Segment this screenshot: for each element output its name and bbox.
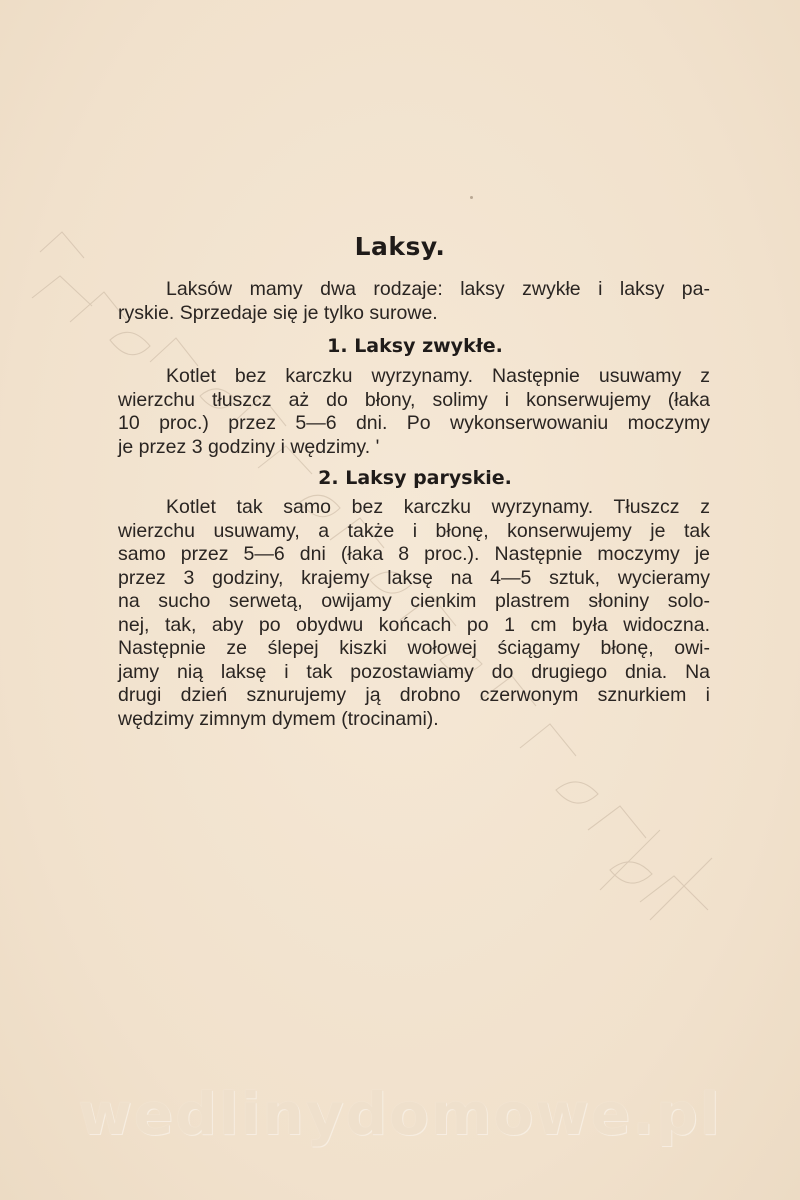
section-heading-2: 2. Laksy paryskie. [318, 467, 512, 489]
section-heading-1: 1. Laksy zwykłe. [327, 335, 503, 357]
page-title: Laksy. [354, 232, 446, 261]
text-line: Kotlet tak samo bez karczku wyrzynamy. Tłuszcz z [166, 496, 710, 518]
text-line: ryskie. Sprzedaje się je tylko surowe. [118, 301, 438, 324]
text-line: samo przez 5—6 dni (łaka 8 proc.). Następnie moczymy je [118, 543, 710, 565]
text-line: jamy nią laksę i tak pozostawiamy do drugiego dnia. Na [118, 660, 710, 683]
paper-speck [470, 196, 473, 199]
text-line: przez 3 godziny, krajemy laksę na 4—5 sztuk, wycieramy [118, 566, 710, 589]
text-line: 10 proc.) przez 5—6 dni. Po wykonserwowaniu moczymy [118, 412, 710, 434]
section-1-paragraph [118, 365, 710, 459]
text-line: Następnie ze ślepej kiszki wołowej ściągamy błonę, owi- [118, 637, 710, 659]
text-line: Laksów mamy dwa rodzaje: laksy zwykłe i laksy pa- [166, 278, 710, 300]
bottom-watermark: wedlinydomowe.pl [78, 1080, 722, 1148]
text-line: wierzchu usuwamy, a także i błonę, konserwujemy je tak [118, 519, 710, 542]
section-2-paragraph [118, 496, 710, 731]
text-line: drugi dzień sznurujemy ją drobno czerwonym sznurkiem i [118, 684, 710, 706]
text-line: Kotlet bez karczku wyrzynamy. Następnie usuwamy z [166, 365, 710, 387]
text-line: wędzimy zimnym dymem (trocinami). [118, 707, 439, 730]
text-line: nej, tak, aby po obydwu końcach po 1 cm była widoczna. [118, 613, 710, 636]
intro-paragraph [118, 278, 710, 325]
text-line: wierzchu tłuszcz aż do błony, solimy i konserwujemy (łaka [118, 388, 710, 411]
text-line: na sucho serwetą, owijamy cienkim plastrem słoniny solo- [118, 590, 710, 612]
text-line: je przez 3 godziny i wędzimy. ' [118, 435, 380, 458]
